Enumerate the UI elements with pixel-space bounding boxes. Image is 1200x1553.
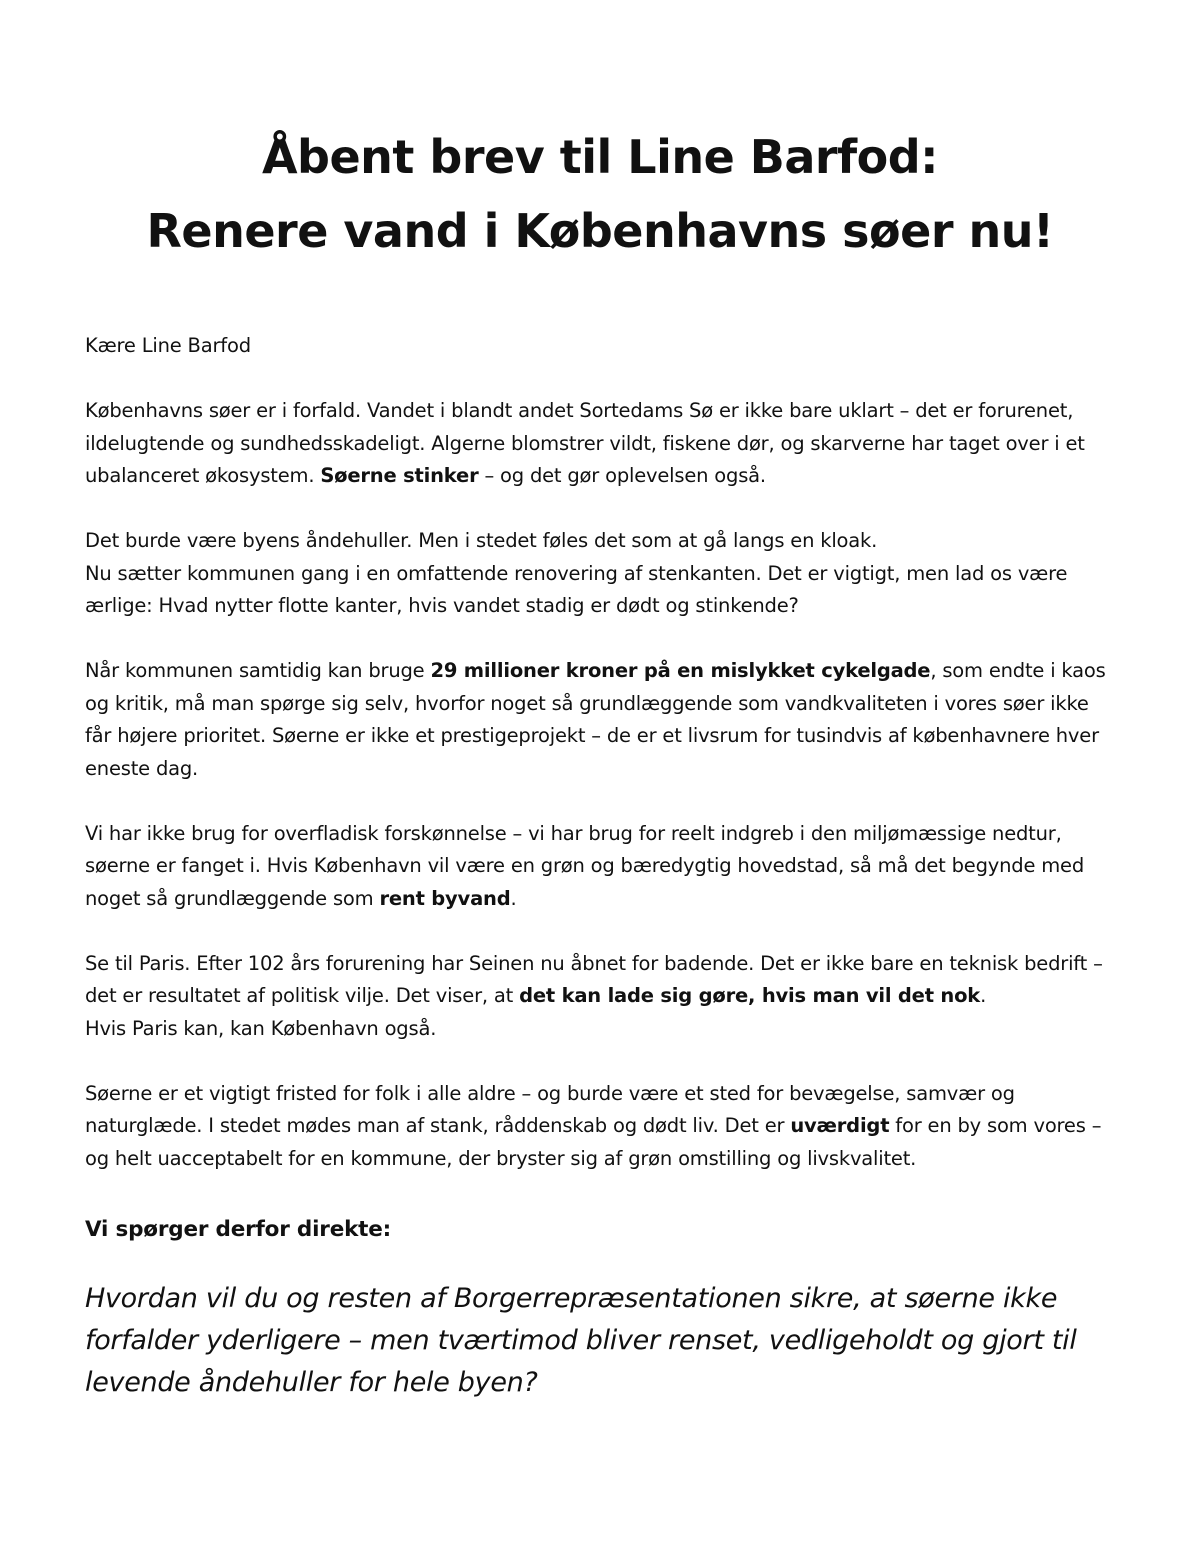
title-line-2: Renere vand i Københavns søer nu! [146, 204, 1054, 258]
paragraph-3 [85, 655, 1115, 785]
paragraph-2-line-1: Det burde være byens åndehuller. Men i stedet føles det som at gå langs en kloak. [85, 529, 878, 552]
paragraph-4 [85, 818, 1115, 916]
paragraph-3-text-a: Når kommunen samtidig kan bruge [85, 659, 431, 682]
paragraph-5-text-a: Se til Paris. Efter 102 års forurening har Seinen nu åbnet for badende. Det er ikke bare en teknisk bedrift – det er resultatet af politisk vilje. Det viser, at [85, 951, 1103, 1007]
paragraph-1-emphasis: Søerne stinker [320, 464, 479, 487]
question-text: Hvordan vil du og resten af Borgerrepræsentationen sikre, at søerne ikke forfalder yderligere – men tværtimod bliver renset, vedligeholdt og gjort til levende åndehuller for hele byen? [85, 1283, 1077, 1398]
paragraph-5-emphasis: det kan lade sig gøre, hvis man vil det nok [519, 984, 981, 1007]
salutation: Kære Line Barfod [85, 334, 251, 357]
paragraph-2-line-2: Nu sætter kommunen gang i en omfattende renovering af stenkanten. Det er vigtigt, men lad os være ærlige: Hvad nytter flotte kanter, hvis vandet stadig er dødt og stinkende? [85, 561, 1068, 617]
paragraph-5-text-c: . [980, 984, 987, 1007]
paragraph-1-text-c: – og det gør oplevelsen også. [478, 464, 766, 487]
paragraph-2 [85, 525, 1115, 623]
page-title [0, 120, 1200, 268]
paragraph-4-text-a: Vi har ikke brug for overfladisk forskønnelse – vi har brug for reelt indgreb i den miljømæssige nedtur, søerne er fanget i. Hvis København vil være en grøn og bæredygtig hovedstad, så må det begynde med noget så grundlæggende som [85, 821, 1085, 910]
paragraph-3-emphasis: 29 millioner kroner på en mislykket cykelgade [430, 659, 931, 682]
paragraph-1 [85, 395, 1115, 493]
paragraph-6-text-c: for en by som vores – og helt uacceptabelt for en kommune, der bryster sig af grøn omstilling og livskvalitet. [85, 1114, 1102, 1170]
paragraph-4-text-c: . [510, 886, 517, 910]
paragraph-5-line-2: Hvis Paris kan, kan København også. [85, 1016, 437, 1040]
paragraph-6 [85, 1078, 1115, 1176]
question-heading: Vi spørger derfor direkte: [85, 1216, 392, 1242]
paragraph-6-text-a: Søerne er et vigtigt fristed for folk i alle aldre – og burde være et sted for bevægelse, samvær og naturglæde. I stedet mødes man af stank, råddenskab og dødt liv. Det er [85, 1081, 1015, 1137]
paragraph-1-text-a: Københavns søer er i forfald. Vandet i blandt andet Sortedams Sø er ikke bare uklart – det er forurenet, ildelugtende og sundhedsskadeligt. Algerne blomstrer vildt, fiskene dør, og skarverne har taget over i et ubalanceret økosystem. [85, 399, 1085, 487]
title-line-1: Åbent brev til Line Barfod: [261, 130, 939, 184]
paragraph-3-text-c: , som endte i kaos og kritik, må man spørge sig selv, hvorfor noget så grundlæggende som vandkvaliteten i vores søer ikke får højere prioritet. Søerne er ikke et prestigeprojekt – de er et livsrum for tusindvis af københavnere hver eneste dag. [85, 659, 1106, 780]
paragraph-6-emphasis: uværdigt [790, 1114, 890, 1137]
paragraph-5 [85, 948, 1115, 1046]
letter-body [85, 330, 1115, 1437]
paragraph-4-emphasis: rent byvand [379, 886, 511, 910]
